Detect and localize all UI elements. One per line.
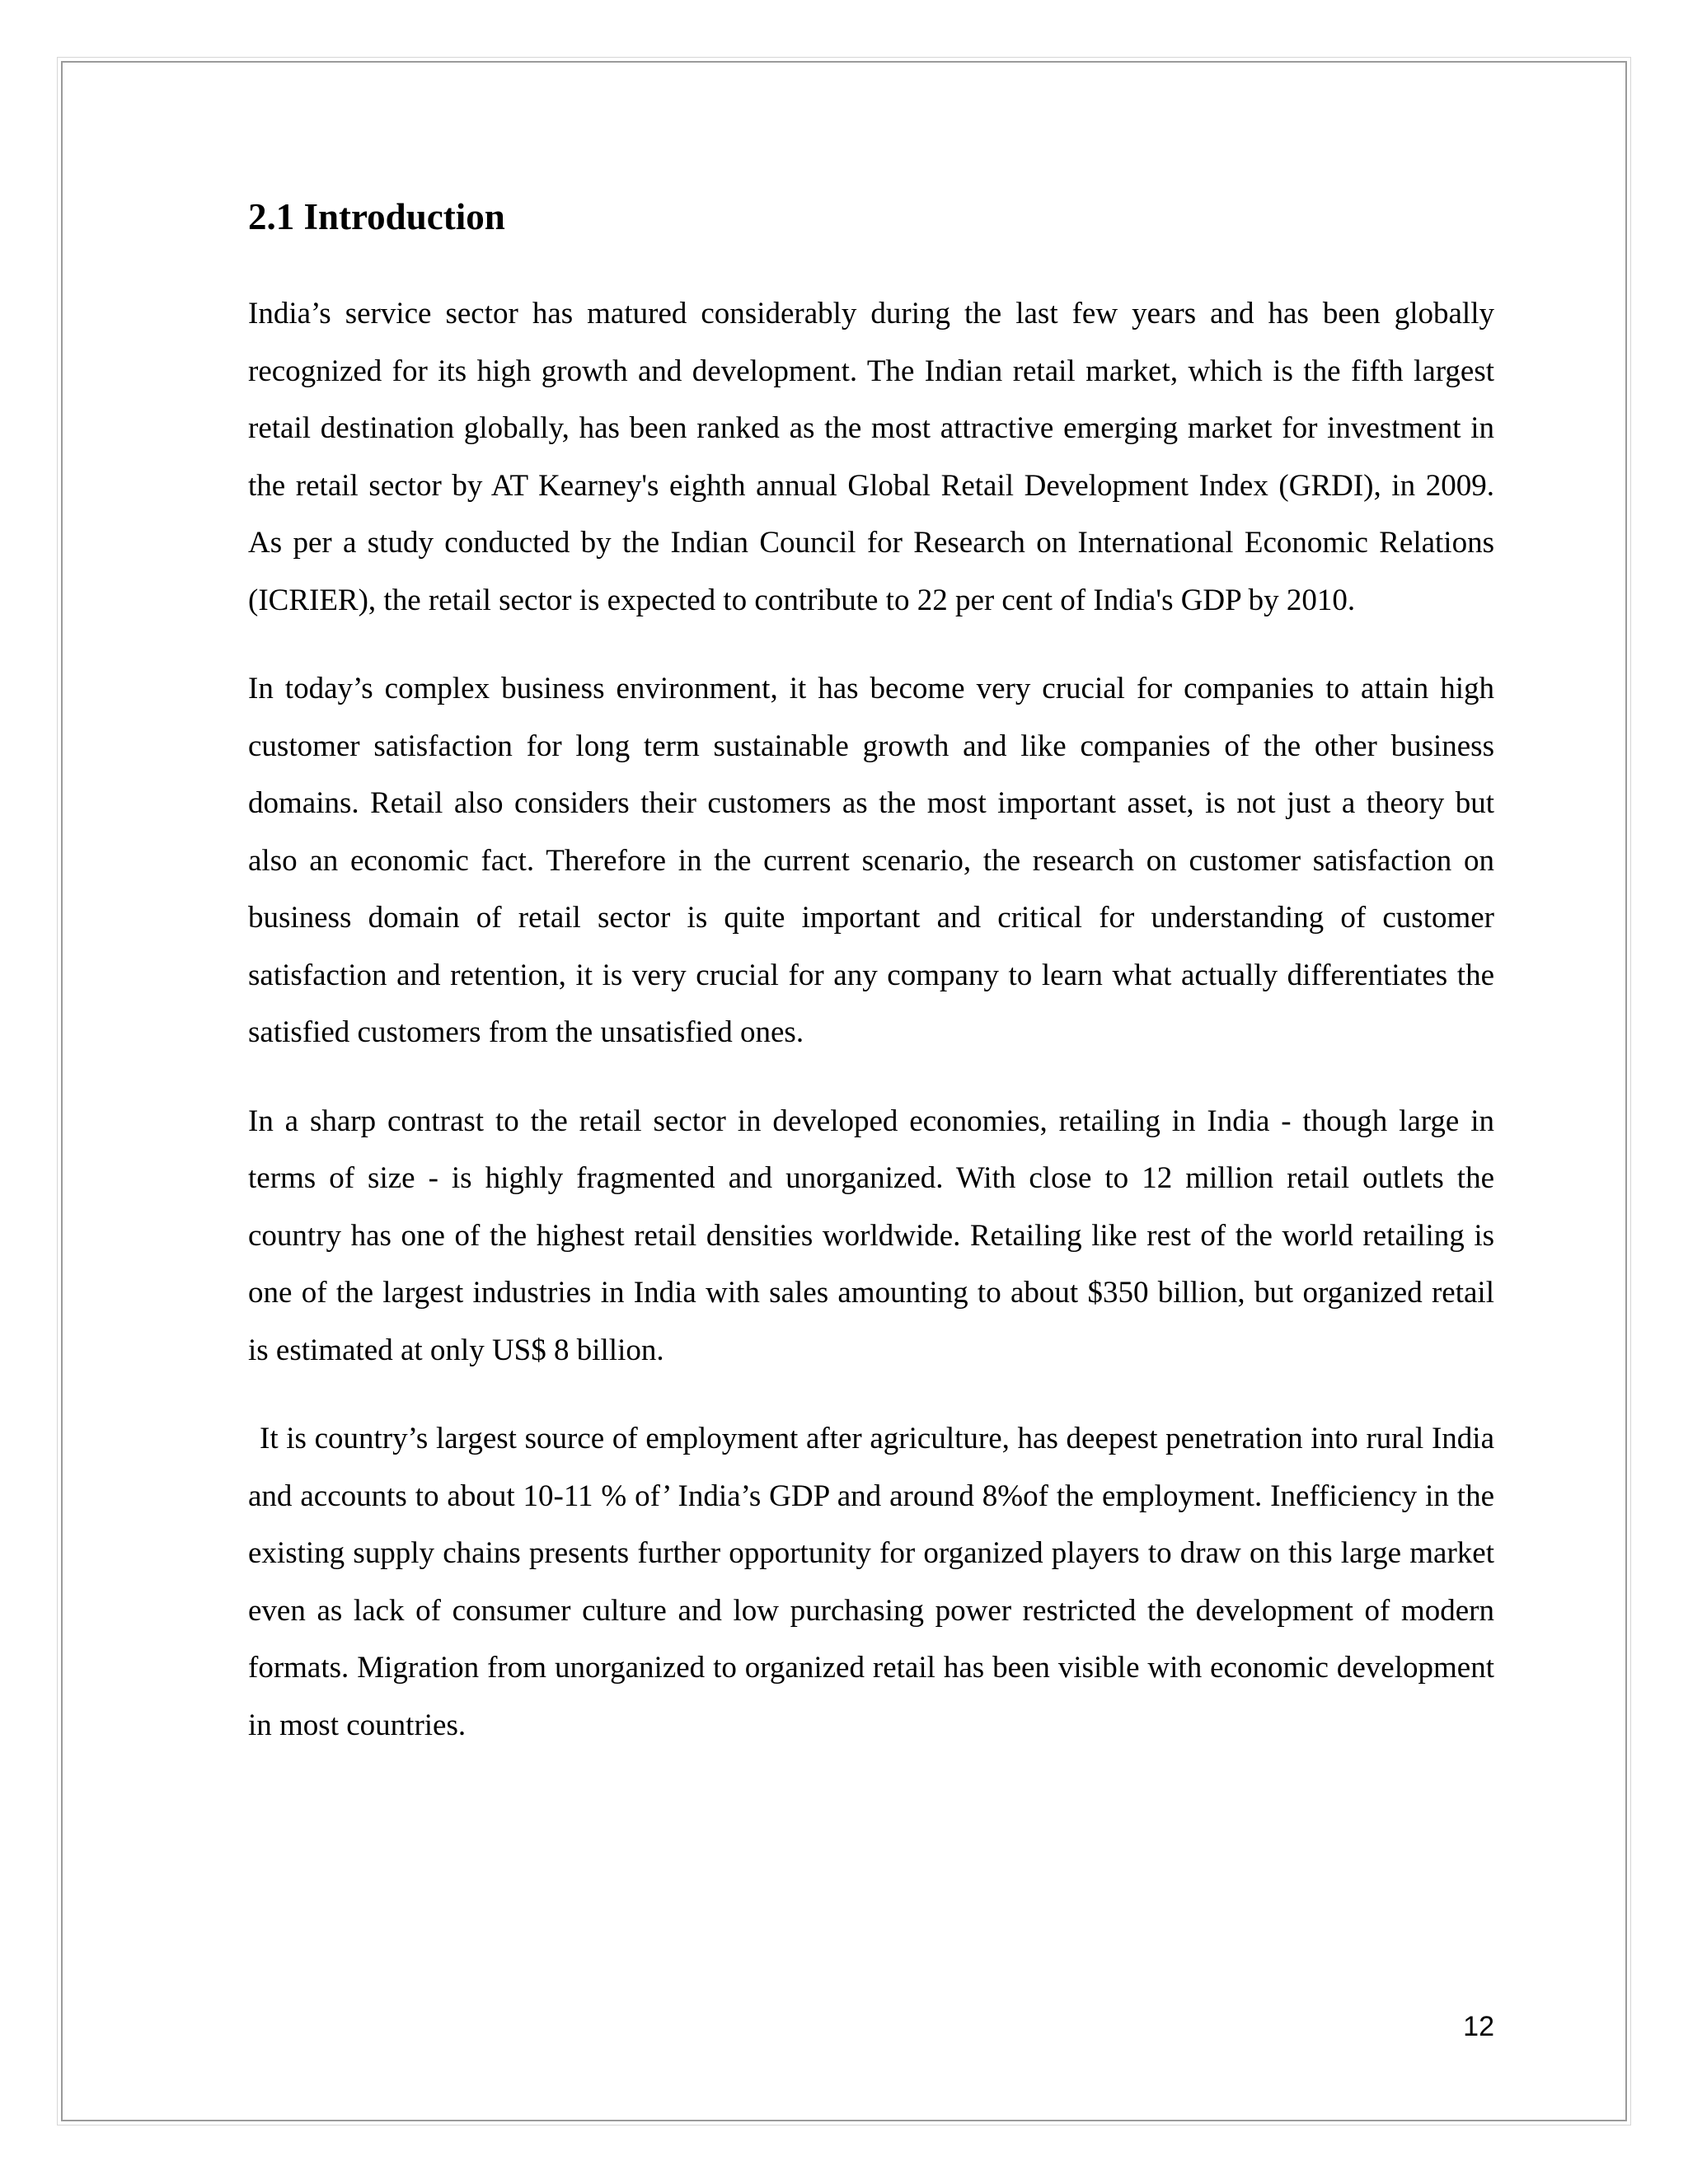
paragraph-2: In today’s complex business environment, it has become very crucial for companies to attain high customer satisfaction for long term sustainable growth and like companies of the other business domains. Retail also considers their customers as the most important asset, is not just a theory but also an economic fact. Therefore in the current scenario, the research on customer satisfaction on business domain of retail sector is quite important and critical for understanding of customer satisfaction and retention, it is very crucial for any company to learn what actually differentiates the satisfied customers from the unsatisfied ones. <box>248 672 1494 1049</box>
section-heading: 2.1 Introduction <box>248 196 505 237</box>
paragraph-3: In a sharp contrast to the retail sector in developed economies, retailing in India - though large in terms of size - is highly fragmented and unorganized. With close to 12 million retail outlets the country has one of the highest retail densities worldwide. Retailing like rest of the world retailing is one of the largest industries in India with sales amounting to about $350 billion, but organized retail is estimated at only US$ 8 billion. <box>248 1104 1494 1367</box>
document-body <box>248 194 1494 1785</box>
paragraph-1: India’s service sector has matured considerably during the last few years and has been globally recognized for its high growth and development. The Indian retail market, which is the fifth largest retail destination globally, has been ranked as the most attractive emerging market for investment in the retail sector by AT Kearney's eighth annual Global Retail Development Index (GRDI), in 2009. As per a study conducted by the Indian Council for Research on International Economic Relations (ICRIER), the retail sector is expected to contribute to 22 per cent of India's GDP by 2010. <box>248 297 1494 617</box>
page-number: 12 <box>1463 2011 1494 2042</box>
paragraph-4: It is country’s largest source of employment after agriculture, has deepest penetration into rural India and accounts to about 10-11 % of’ India’s GDP and around 8%of the employment. Inefficiency in the existing supply chains presents further opportunity for organized players to draw on this large market even as lack of consumer culture and low purchasing power restricted the development of modern formats. Migration from unorganized to organized retail has been visible with economic development in most countries. <box>248 1422 1494 1742</box>
